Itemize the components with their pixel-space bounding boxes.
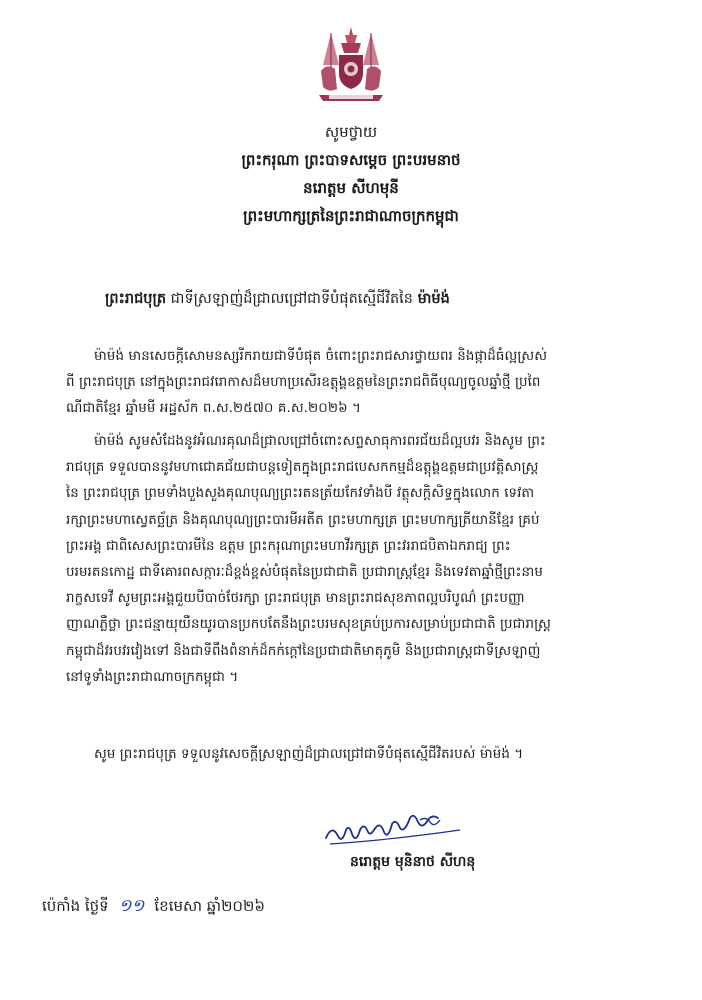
- paragraph-line: រក្សាព្រះមហាស្វេតច្ឆ័ត្រ និងគុណបុណ្យព្រះបារមីអតីត ព្រះមហាក្សត្រ ព្រះមហាក្សត្រីយានីខ្មែរ គ្រប់: [66, 512, 540, 528]
- heading-line: នរោត្តម សីហមុនី: [303, 179, 399, 197]
- paragraph: [66, 429, 642, 691]
- paragraph-line: សូម ព្រះរាជបុត្រ ទទួលនូវសេចក្តីស្រឡាញ់ដ៏ជ្រាលជ្រៅជាទីបំផុតស្មើជីវិតរបស់ ម៉ាម៉ង់ ។: [94, 747, 524, 762]
- royal-coat-of-arms-icon: [315, 25, 387, 107]
- paragraph: [66, 344, 642, 423]
- heading-line: ព្រះមហាក្សត្រនៃព្រះរាជាណាចក្រកម្ពុជា: [243, 207, 459, 225]
- date-day: ១១: [118, 896, 145, 916]
- signer-name: នរោត្តម មុនិនាថ សីហនុ: [350, 854, 476, 870]
- paragraph-line: កម្ពុជាដ៏វរបវរវៀងទៅ និងជាទីពឹងពំនាក់ដ៏កក់ក្តៅនៃប្រជាជាតិមាតុភូមិ និងប្រជារាស្ត្រជាទីស្រឡាញ់: [66, 643, 541, 659]
- subject-text: ជាទីស្រឡាញ់ដ៏ជ្រាលជ្រៅជាទីបំផុតស្មើជីវិតនៃ: [166, 291, 418, 307]
- paragraph-line: នៃ ព្រះរាជបុត្រ ព្រមទាំងបួងសួងគុណបុណ្យព្រះរតនត្រ័យកែវទាំងបី វត្ថុសក្តិសិទ្ធក្នុងលោក ទេវតា: [66, 486, 535, 502]
- letter-subject: [105, 286, 665, 312]
- date-suffix: ខែមេសា ឆ្នាំ២០២៦: [154, 897, 266, 915]
- paragraph-line: រាក្ខសទេវី សូមព្រះអង្គជួយបីបាច់ថែរក្សា ព្រះរាជបុត្រ មានព្រះរាជសុខភាពល្អបរិបូណ៌ ព្រះបញ្ញា: [66, 591, 525, 607]
- subject-bold-start: ព្រះរាជបុត្រ: [105, 291, 167, 307]
- subject-bold-end: ម៉ាម៉ង់: [417, 291, 450, 307]
- paragraph-line: ព្រះអង្គ ជាពិសេសព្រះបារមីនៃ ឧត្តម ព្រះករុណាព្រះមហាវីរក្សត្រ ព្រះវររាជបិតាឯករាជ្យ ព្រះ: [66, 538, 511, 554]
- paragraph: [66, 742, 642, 768]
- handwritten-signature: [320, 812, 470, 852]
- paragraph-line: ញាណភ្លឺថ្លា ព្រះជន្មាយុយឺនយូរបានប្រកបតែនឹងព្រះបរមសុខគ្រប់ប្រការសម្រាប់ប្រជាជាតិ ប្រជារាស្ត្រ: [66, 617, 551, 633]
- paragraph-line: ណីជាតិខ្មែរ ឆ្នាំមមី អដ្ឋស័ក ព.ស.២៥៧០ គ.ស.២០២៦ ។: [66, 401, 361, 417]
- paragraph-line: នៅទូទាំងព្រះរាជាណាចក្រកម្ពុជា ។: [66, 669, 239, 685]
- heading-line: សូមថ្វាយ: [324, 123, 378, 141]
- letter-heading: [90, 118, 612, 230]
- date-line: [42, 895, 642, 920]
- paragraph-line: ម៉ាម៉ង់ សូមសំដែងនូវអំណរគុណដ៏ជ្រាលជ្រៅចំពោះសព្ទសាធុការពរជ័យដ៏ល្អបវរ និងសូម ព្រះ: [94, 434, 546, 449]
- heading-line: ព្រះករុណា ព្រះបាទសម្តេច ព្រះបរមនាថ: [241, 151, 461, 169]
- date-prefix: ប៉េកាំង ថ្ងៃទី: [42, 897, 109, 915]
- paragraph-line: បរមរតនកោដ្ឋ ជាទីគោរពសក្ការៈដ៏ខ្ពង់ខ្ពស់បំផុតនៃប្រជាជាតិ ប្រជារាស្ត្រខ្មែរ និងទេវតាឆ្នាំថ្មីព្រះនាម: [66, 565, 543, 581]
- paragraph-line: រាជបុត្រ ទទួលបាននូវមហាជោគជ័យជាបន្តទៀតក្នុងព្រះរាជបេសកកម្មដ៏ឧត្តុង្គឧត្តមជាប្រវត្តិសាស្ត្រ: [66, 460, 539, 476]
- paragraph-line: ម៉ាម៉ង់ មានសេចក្តីសោមនស្សរីករាយជាទីបំផុត ចំពោះព្រះរាជសារថ្វាយពរ និងផ្កាដ៏ធំល្អស្រស់: [94, 349, 548, 364]
- paragraph-line: ពី ព្រះរាជបុត្រ នៅក្នុងព្រះរាជវរោកាសដ៏មហាប្រសើរឧត្តុង្គឧត្តមនៃព្រះរាជពិធីបុណ្យចូលឆ្នាំថ្មី ប្រពៃ: [66, 375, 541, 391]
